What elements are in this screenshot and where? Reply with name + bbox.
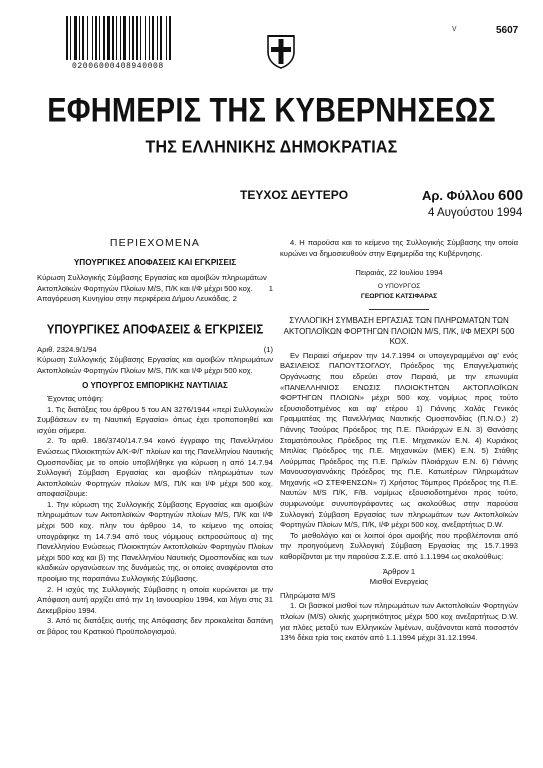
margin-mark: v xyxy=(452,23,457,33)
issue-label: Αρ. Φύλλου xyxy=(422,188,495,203)
contents-item-page: 1 xyxy=(268,283,273,293)
agreement-title: ΣΥΛΛΟΓΙΚΗ ΣΥΜΒΑΣΗ ΕΡΓΑΣΙΑΣ ΤΩΝ ΠΛΗΡΩΜΑΤΩΝ ΤΩΝ ΑΚΤΟΠΛΟΪΚΩΝ ΦΟΡΤΗΓΩΝ ΠΛΟΙΩΝ M/S, Π/Κ, Ι/Φ ΜΕΧΡΙ 500 ΚΟΧ. xyxy=(283,315,515,347)
decision-number: Αριθ. 2324.9/1/94 xyxy=(37,344,97,354)
barcode-number: 02006000408940008 xyxy=(72,62,164,71)
agreement-preamble-2: Το μισθολόγιο και οι λοιποί όροι αμοιβής που προβλέπονται από την προηγούμενη Συλλογική Σύμβαση Εργασίας της 15.7.1993 καθορίζονται με την παρούσα Σ.Σ.Ε. από 1.1.1994 ως ακολούθως: xyxy=(280,530,518,562)
issue-number: 600 xyxy=(498,187,524,204)
right-column xyxy=(280,238,518,644)
contents-item-text: Απαγόρευση Κυνηγίου στην περιφέρεια Δήμου Λευκάδας. xyxy=(37,294,231,304)
section-heading: ΥΠΟΥΡΓΙΚΕΣ ΑΠΟΦΑΣΕΙΣ & ΕΓΚΡΙΣΕΙΣ xyxy=(46,323,264,337)
minister-heading: Ο ΥΠΟΥΡΓΟΣ ΕΜΠΟΡΙΚΗΣ ΝΑΥΤΙΛΙΑΣ xyxy=(82,381,228,391)
issue-date: 4 Αυγούστου 1994 xyxy=(428,207,523,219)
article-2: 2. Η ισχύς της Συλλογικής Σύμβασης η οποία κυρώνεται με την Απόφαση αυτή αρχίζει από την 1η Ιανουαρίου 1994, και λήγει στις 31 Δεκεμβρίου 1994. xyxy=(37,584,273,615)
article-4: 4. Η παρούσα και το κείμενο της Συλλογικής Σύμβασης την οποία κυρώνει να δημοσιευθούν στην Εφημερίδα της Κυβέρνησης. xyxy=(280,238,518,258)
coat-of-arms-icon xyxy=(262,32,300,70)
decision-title: Κύρωση Συλλογικής Σύμβασης Εργασίας και αμοιβών πληρωμάτων Ακτοπλοϊκών Φορτηγών Πλοίων M/S, Π/Κ και Ι/Φ μέχρι 500 κοχ. xyxy=(37,355,273,375)
contents-item[interactable] xyxy=(37,294,273,305)
page-number: 5607 xyxy=(496,25,519,36)
article-heading: Άρθρον 1 xyxy=(382,566,416,576)
barcode-graphic xyxy=(66,16,218,60)
barcode xyxy=(66,16,218,60)
having-regard: Έχοντας υπόψη: xyxy=(47,393,104,403)
agreement-preamble: Εν Πειραιεί σήμερον την 14.7.1994 οι υπογεγραμμένοι αφ' ενός ΒΑΣΙΛΕΙΟΣ ΠΑΠΟΥΤΣΟΓΛΟΥ, Πρόεδρος της Επαγγελματικής Οργάνωσης που εδρεύει στον Πειραιά, με την επωνυμία «ΠΑΝΕΛΛΗΝΙΟΣ ΕΝΩΣΙΣ ΠΛΟΙΟΚΤΗΤΩΝ ΑΚΤΟΠΛΟΪΚΩΝ ΦΟΡΤΗΓΩΝ ΠΛΟΙΩΝ» μέχρι 500 κοχ. νομίμως προς τούτο εξουσιοδοτημένος και αφ' ετέρου 1) Γιάννης Χαλάς Γενικός Γραμματέας της Πανελλήνιας Ναυτικής Ομοσπονδίας (Π.Ν.Ο.) 2) Γιάννης Τσούρας Πρόεδρος της Π.Ε. Πλοιάρχων Ε.Ν. 3) Θανάσης Σταματόπουλος Πρόεδρος της Π.Ε. Μηχανικών Ε.Ν. 4) Κυριάκος Μπιλίας Πρόεδρος της Π.Ε. Μηχανικών (ΜΕΚ) Ε.Ν. 5) Στάθης Λούρμπας Πρόεδρος της Π.Ε. Πρ/κών Πλοιάρχων Ε.Ν. 6) Γιάννης Μανουσογιαννάκης Πρόεδρος της Π.Ε. Κατωτέρων Πληρωμάτων Μηχανής «Ο ΣΤΕΦΕΝΣΩΝ» 7) Χρήστος Τόμπρος Πρόεδρος της Π.Ε. Ναυτών M/S Π/Κ, F/B. νομίμως εξουσιοδοτημένοι προς τούτο, συμφωνούμε συνυπογράφοντες ως ακολούθως στην παρούσα Συλλογική Σύμβαση Εργασίας των πληρωμάτων των Ακτοπλοϊκών Φορτηγών Πλοίων M/S, Π/Κ, Ι/Φ μέχρι 500 κοχ. ανεξαρτήτως D.W. xyxy=(280,350,518,530)
contents-category: ΥΠΟΥΡΓΙΚΕΣ ΑΠΟΦΑΣΕΙΣ ΚΑΙ ΕΓΚΡΙΣΕΙΣ xyxy=(73,257,237,267)
issue-series: ΤΕΥΧΟΣ ΔΕΥΤΕΡΟ xyxy=(240,188,349,202)
gazette-title: ΕΦΗΜΕΡΙΣ ΤΗΣ ΚΥΒΕΡΝΗΣΕΩΣ xyxy=(47,92,496,130)
place-date: Πειραιάς, 22 Ιουλίου 1994 xyxy=(355,268,443,278)
divider xyxy=(369,309,429,310)
article-subheading: Μισθοί Ενεργείας xyxy=(369,577,429,587)
contents-item-text: Κύρωση Συλλογικής Σύμβασης Εργασίας και αμοιβών πληρωμάτων Ακτοπλοϊκών Φορτηγών Πλοίων M/S, Π/Κ και Ι/Φ μέχρι 500 κοχ. xyxy=(37,273,267,293)
crew-text: 1. Οι βασικοί μισθοί των πληρωμάτων των Ακτοπλοϊκών Φορτηγών πλοίων (M/S) ολικής χωρητικότητος μέχρι 500 κοχ ανεξαρτήτως D.W. για πλόες μεταξύ των Ελληνικών λιμένων, αυξάνονται κατά ποσοστόν 13% δέκα τρία τοις εκατόν από 1.1.1994 μέχρι 31.12.1994. xyxy=(280,601,518,643)
article-1: 1. Την κύρωση της Συλλογικής Σύμβασης Εργασίας και αμοιβών πληρωμάτων των Ακτοπλοϊκών Φορτηγών πλοίων M/S, Π/Κ και Ι/Φ μέχρι 500 κοχ. πλην του άρθρου 14, το κείμενο της οποίας υπογράφηκε τη 14.7.94 από τους νόμιμους εκπροσώπους α) της Πανελληνίου Ενώσεως Πλοιοκτητών Ακτοπλοϊκών Φορτηγών Πλοίων μέχρι 500 κοχ και β) της Πανελληνίου Ναυτικής Ομοσπονδίας και των κλαδικών οργανώσεων της δυνάμεώς της, οι οποίες αναφέρονται στο προοίμιο της παραπάνω Συλλογικής Σύμβασης. xyxy=(37,499,273,584)
issue-number-line xyxy=(422,187,523,204)
contents-heading: ΠΕΡΙΕΧΟΜΕΝΑ xyxy=(109,237,201,249)
consideration-1: 1. Τις διατάξεις του άρθρου 5 του ΑΝ 3276/1944 «περί Συλλογικών Συμβάσεων εν τη Ναυτική Εργασία» όπως έχει τροποποιηθεί και ισχύει σήμερα. xyxy=(37,404,273,435)
contents-item-page: 2 xyxy=(232,294,237,304)
article-3: 3. Από τις διατάξεις αυτής της Απόφασης δεν προκαλείται δαπάνη σε βάρος του Κρατικού Προϋπολογισμού. xyxy=(37,616,273,636)
signer-name: ΓΕΩΡΓΙΟΣ ΚΑΤΣΙΦΑΡΑΣ xyxy=(360,293,438,301)
contents-list xyxy=(37,273,273,305)
decision-ref: (1) xyxy=(263,344,273,354)
gazette-subtitle: ΤΗΣ ΕΛΛΗΝΙΚΗΣ ΔΗΜΟΚΡΑΤΙΑΣ xyxy=(145,138,398,157)
contents-item[interactable] xyxy=(37,273,273,294)
crew-heading: Πληρώματα M/S xyxy=(280,590,336,600)
left-column xyxy=(37,238,273,638)
consideration-2: 2. Το αριθ. 186/3740/14.7.94 κοινό έγγραφο της Πανελληνίου Ενώσεως Πλοιοκτητών Α/Κ-Φ/Γ πλοίων και της Πανελληνίου Ναυτικής Ομοσπονδίας με το οποίο υποβλήθηκε για κύρωση η από 14.7.94 Συλλογική Σύμβαση Εργασίας και αμοιβών πληρωμάτων των Ακτοπλοϊκών Φορτηγών πλοίων M/S, Π/Κ και Ι/Φ μέχρι 500 κοχ. αποφασίζουμε: xyxy=(37,436,273,499)
decision-number-line xyxy=(37,345,273,356)
signer-role: Ο ΥΠΟΥΡΓΟΣ xyxy=(377,282,421,290)
